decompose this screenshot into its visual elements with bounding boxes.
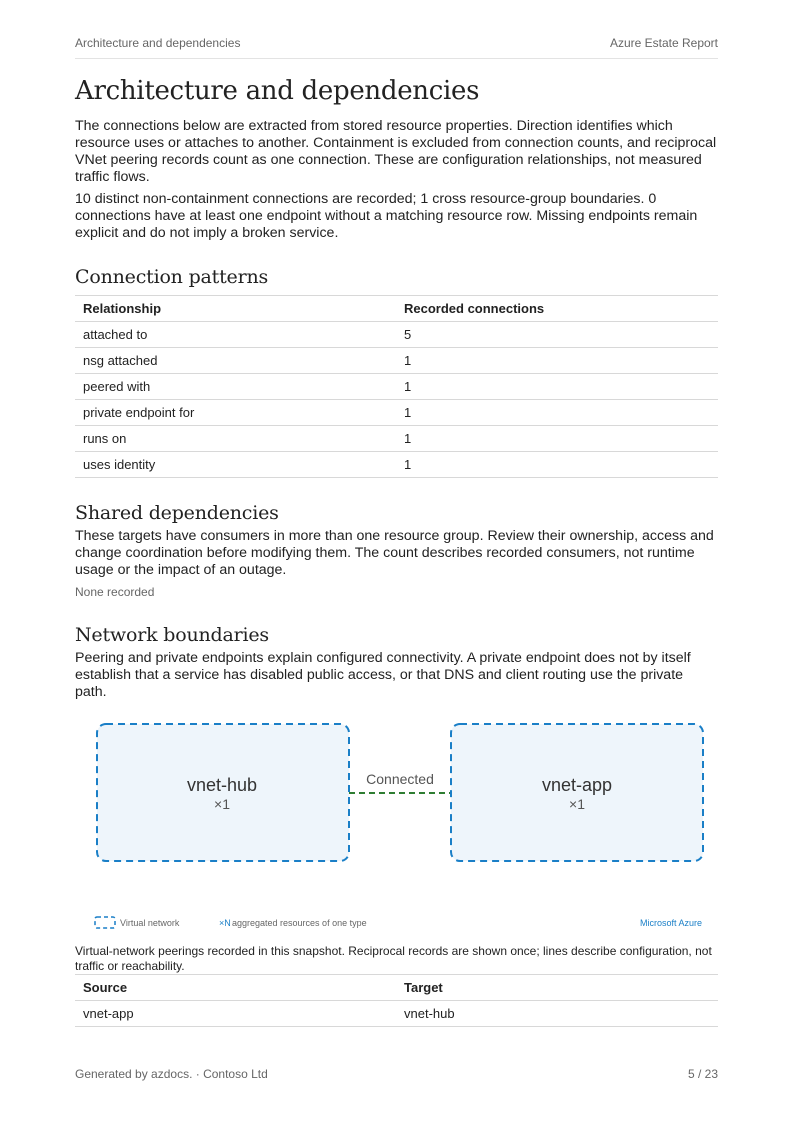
footer-generator: Generated by azdocs. · Contoso Ltd [75, 1067, 268, 1081]
page-number: 5 / 23 [687, 1067, 718, 1081]
shared-dependencies-empty: None recorded [75, 585, 155, 599]
column-header-target: Target [396, 975, 718, 1001]
relationship-cell: runs on [75, 426, 396, 452]
network-boundaries-heading: Network boundaries [75, 624, 269, 646]
network-boundaries-text: Peering and private endpoints explain configured connectivity. A private endpoint does not by itself establish that a service has disabled public access, or that DNS and client routing use the private path. [75, 650, 691, 700]
connection-patterns-heading: Connection patterns [75, 266, 269, 288]
column-header-recorded-connections: Recorded connections [396, 296, 718, 322]
page-title: Architecture and dependencies [75, 76, 480, 106]
header-section: Architecture and dependencies [75, 36, 241, 50]
relationship-cell: nsg attached [75, 348, 396, 374]
virtual-network-legend-icon [95, 917, 115, 928]
peering-link-label: Connected [366, 771, 434, 787]
count-cell: 1 [396, 400, 718, 426]
vnet-node-app [451, 724, 703, 861]
shared-dependencies-heading: Shared dependencies [75, 502, 279, 524]
count-cell: 1 [396, 374, 718, 400]
legend-virtual-network: Virtual network [120, 918, 180, 928]
column-header-relationship: Relationship [75, 296, 396, 322]
source-cell: vnet-app [75, 1001, 396, 1027]
vnet-app-label: vnet-app [541, 775, 613, 795]
legend-aggregate-marker: ×N [219, 918, 231, 928]
peerings-caption: Virtual-network peerings recorded in this snapshot. Reciprocal records are shown once; lines describe configuration, not traffic or reachability. [75, 944, 712, 973]
count-cell: 5 [396, 322, 718, 348]
table-row [75, 452, 718, 478]
legend-aggregated: aggregated resources of one type [232, 918, 367, 928]
relationship-cell: uses identity [75, 452, 396, 478]
table-header-row [75, 975, 718, 1001]
table-row [75, 400, 718, 426]
count-cell: 1 [396, 452, 718, 478]
table-row [75, 426, 718, 452]
table-header-row [75, 296, 718, 322]
table-row [75, 1001, 718, 1027]
diagram-legend [95, 917, 702, 928]
intro-paragraph-1: The connections below are extracted from stored resource properties. Direction identifies which resource uses or attaches to another. Containment is excluded from connection counts, and reciprocal VNet peering records count as one connection. These are configuration relationships, not measured traffic flows. [75, 118, 717, 185]
relationship-cell: attached to [75, 322, 396, 348]
count-cell: 1 [396, 426, 718, 452]
table-row [75, 374, 718, 400]
table-row [75, 348, 718, 374]
vnet-hub-label: vnet-hub [186, 775, 258, 795]
network-diagram [75, 712, 718, 937]
vnet-app-count: ×1 [569, 796, 585, 812]
peerings-table [75, 974, 718, 1027]
relationship-cell: private endpoint for [75, 400, 396, 426]
target-cell: vnet-hub [396, 1001, 718, 1027]
legend-brand: Microsoft Azure [639, 918, 702, 928]
shared-dependencies-text: These targets have consumers in more than one resource group. Review their ownership, access and change coordination before modifying them. The count describes recorded consumers, not runtime usage or the impact of an outage. [75, 528, 714, 578]
vnet-node-hub [97, 724, 349, 861]
relationship-cell: peered with [75, 374, 396, 400]
intro-paragraph-2: 10 distinct non-containment connections are recorded; 1 cross resource-group boundaries. 0 connections have at least one endpoint without a matching resource row. Missing endpoints remain explicit and do not imply a broken service. [75, 191, 698, 241]
column-header-source: Source [75, 975, 396, 1001]
vnet-hub-count: ×1 [214, 796, 230, 812]
header-report: Azure Estate Report [609, 36, 718, 50]
table-row [75, 322, 718, 348]
running-header [75, 36, 718, 59]
count-cell: 1 [396, 348, 718, 374]
connection-patterns-table [75, 295, 718, 478]
